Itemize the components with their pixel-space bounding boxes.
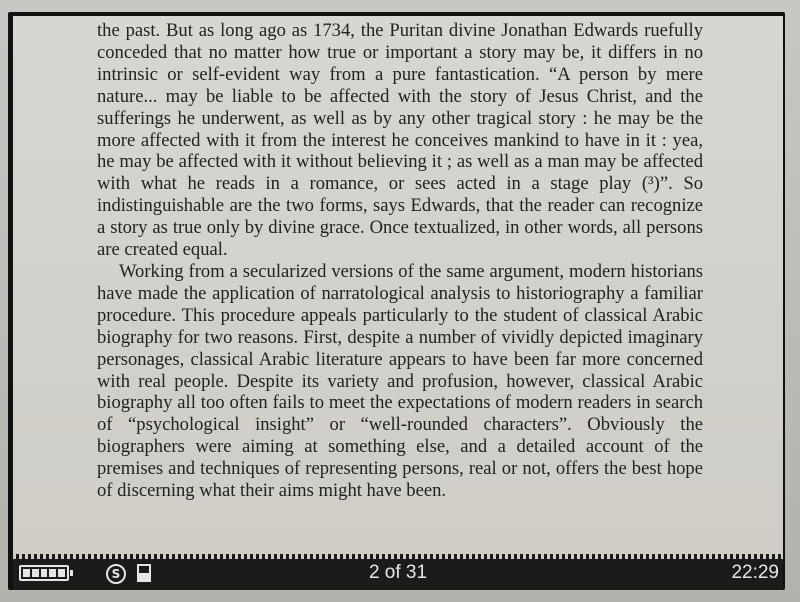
sync-icon[interactable]: S xyxy=(106,564,126,584)
battery-cell xyxy=(32,569,39,577)
paragraph-2: Working from a secularized versions of the same argument, modern historians have made the application of narratological analysis to historiography a familiar procedure. This procedure appeals particularly to the student of classical Arabic biography for two reasons. First, despite a number of vividly depicted imaginary personages, classical Arabic literature appears to have been far more concerned with real people. Despite its variety and profusion, however, classical Arabic biography all too often fails to meet the expectations of modern readers in search of “psychological insight” or “well-rounded characters”. Obviously the biographers were aiming at something else, and a detailed account of the premises and techniques of representing persons, real or not, offers the best hope of discerning what their aims might have been. xyxy=(97,260,703,502)
page-text xyxy=(97,20,703,502)
page-indicator: 2 of 31 xyxy=(368,562,428,583)
clock: 22:29 xyxy=(731,562,779,583)
battery-cell xyxy=(49,569,56,577)
paragraph-1: the past. But as long ago as 1734, the Puritan divine Jonathan Edwards ruefully conceded that no matter how true or important a story may be, it differs in no intrinsic or self-evident way from a pure fantastication. “A person by mere nature... may be liable to be affected with the story of Jesus Christ, and the sufferings he underwent, as well as by any other tragical story : he may be the more affected with it from the interest he conceives mankind to have in it : yea, he may be affected with it without believing it ; as well as a man may be affected with what he reads in a romance, or sees acted in a stage play (³)”. So indistinguishable are the two forms, says Edwards, that the reader can recognize a story as true only by divine grace. Once textualized, in other words, all persons are created equal. xyxy=(97,20,703,261)
status-bar xyxy=(13,554,783,590)
battery-cell xyxy=(41,569,48,577)
battery-icon xyxy=(19,565,69,581)
battery-cell xyxy=(23,569,30,577)
battery-cell xyxy=(58,569,65,577)
status-bar-divider xyxy=(13,554,783,559)
book-icon[interactable] xyxy=(137,564,151,582)
reader-screen[interactable] xyxy=(13,16,783,554)
